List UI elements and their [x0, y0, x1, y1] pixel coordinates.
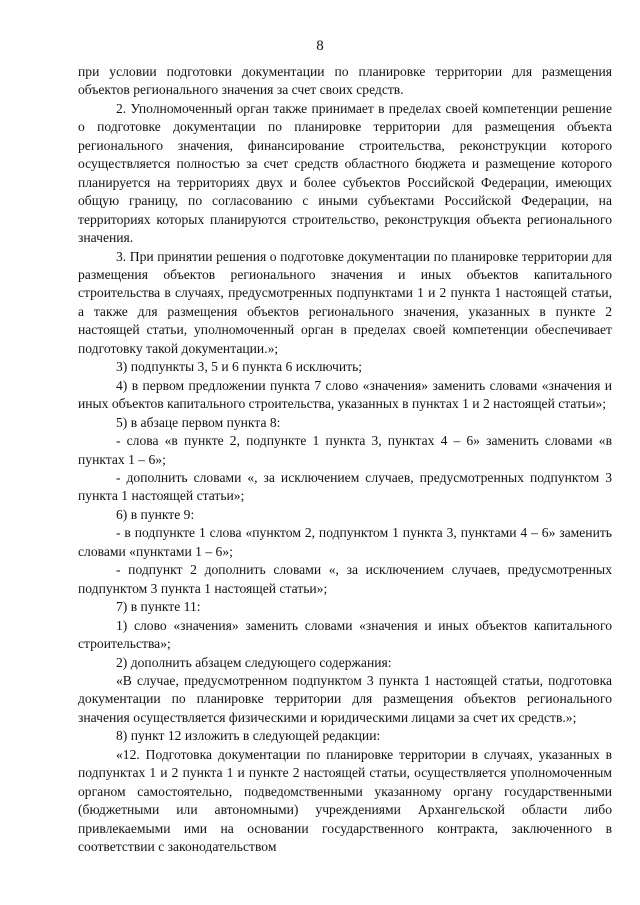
paragraph-7: - слова «в пункте 2, подпункте 1 пункта 3, пунктах 4 – 6» заменить словами «в пунктах 1 – 6»; — [78, 433, 612, 467]
document-body — [78, 63, 612, 856]
paragraph-12: 7) в пункте 11: — [116, 599, 201, 615]
paragraph-17: «12. Подготовка документации по планировке территории в случаях, указанных в подпунктах 1 и 2 пункта 1 и пункте 2 настоящей статьи, осуществляется уполномоченным органом самостоятельно, подведомственными указанному органу государственными (бюджетными или автономными) учреждениями Архангельской области либо привлекаемыми ими на основании государственного контракта, заключенного в соответствии с законодательством — [78, 746, 612, 855]
paragraph-5: 4) в первом предложении пункта 7 слово «значения» заменить словами «значения и иных объектов капитального строительства, указанных в пунктах 1 и 2 настоящей статьи»; — [78, 377, 612, 412]
paragraph-11: - подпункт 2 дополнить словами «, за исключением случаев, предусмотренных подпунктом 3 пункта 1 настоящей статьи»; — [78, 562, 612, 596]
paragraph-2: 2. Уполномоченный орган также принимает в пределах своей компетенции решение о подготовке документации по планировке территории для размещения объекта регионального значения, финансирование строительства, реконструкции которого осуществляется полностью за счет средств областного бюджета и размещение которого планируется на территориях двух и более субъектов Российской Федерации, имеющих общую границу, по согласованию с иными субъектами Российской Федерации, на территориях которых планируются строительство, реконструкция объекта регионального значения. — [78, 100, 612, 246]
paragraph-6: 5) в абзаце первом пункта 8: — [116, 414, 281, 430]
paragraph-14: 2) дополнить абзацем следующего содержания: — [116, 654, 392, 670]
paragraph-9: 6) в пункте 9: — [116, 506, 195, 522]
paragraph-4: 3) подпункты 3, 5 и 6 пункта 6 исключить; — [116, 359, 363, 375]
page-number: 8 — [316, 38, 324, 54]
paragraph-8: - дополнить словами «, за исключением случаев, предусмотренных подпунктом 3 пункта 1 настоящей статьи»; — [78, 469, 612, 504]
paragraph-13: 1) слово «значения» заменить словами «значения и иных объектов капитального строительства»; — [78, 617, 612, 652]
paragraph-1: при условии подготовки документации по планировке территории для размещения объектов регионального значения за счет своих средств. — [78, 64, 612, 98]
paragraph-16: 8) пункт 12 изложить в следующей редакции: — [116, 728, 381, 744]
paragraph-3: 3. При принятии решения о подготовке документации по планировке территории для размещения объектов регионального значения и иных объектов капитального строительства в случаях, предусмотренных подпунктами 1 и 2 пункта 1 настоящей статьи, а также для размещения объектов регионального значения, указанных в пункте 2 настоящей статьи, уполномоченный орган в пределах своей компетенции обеспечивает подготовку такой документации.»; — [78, 248, 612, 356]
paragraph-10: - в подпункте 1 слова «пунктом 2, подпунктом 1 пункта 3, пунктами 4 – 6» заменить словами «пунктами 1 – 6»; — [78, 525, 612, 559]
paragraph-15: «В случае, предусмотренном подпунктом 3 пункта 1 настоящей статьи, подготовка документации по планировке территории для размещения объектов регионального значения осуществляется физическими и юридическими лицами за счет их средств.»; — [78, 672, 612, 725]
